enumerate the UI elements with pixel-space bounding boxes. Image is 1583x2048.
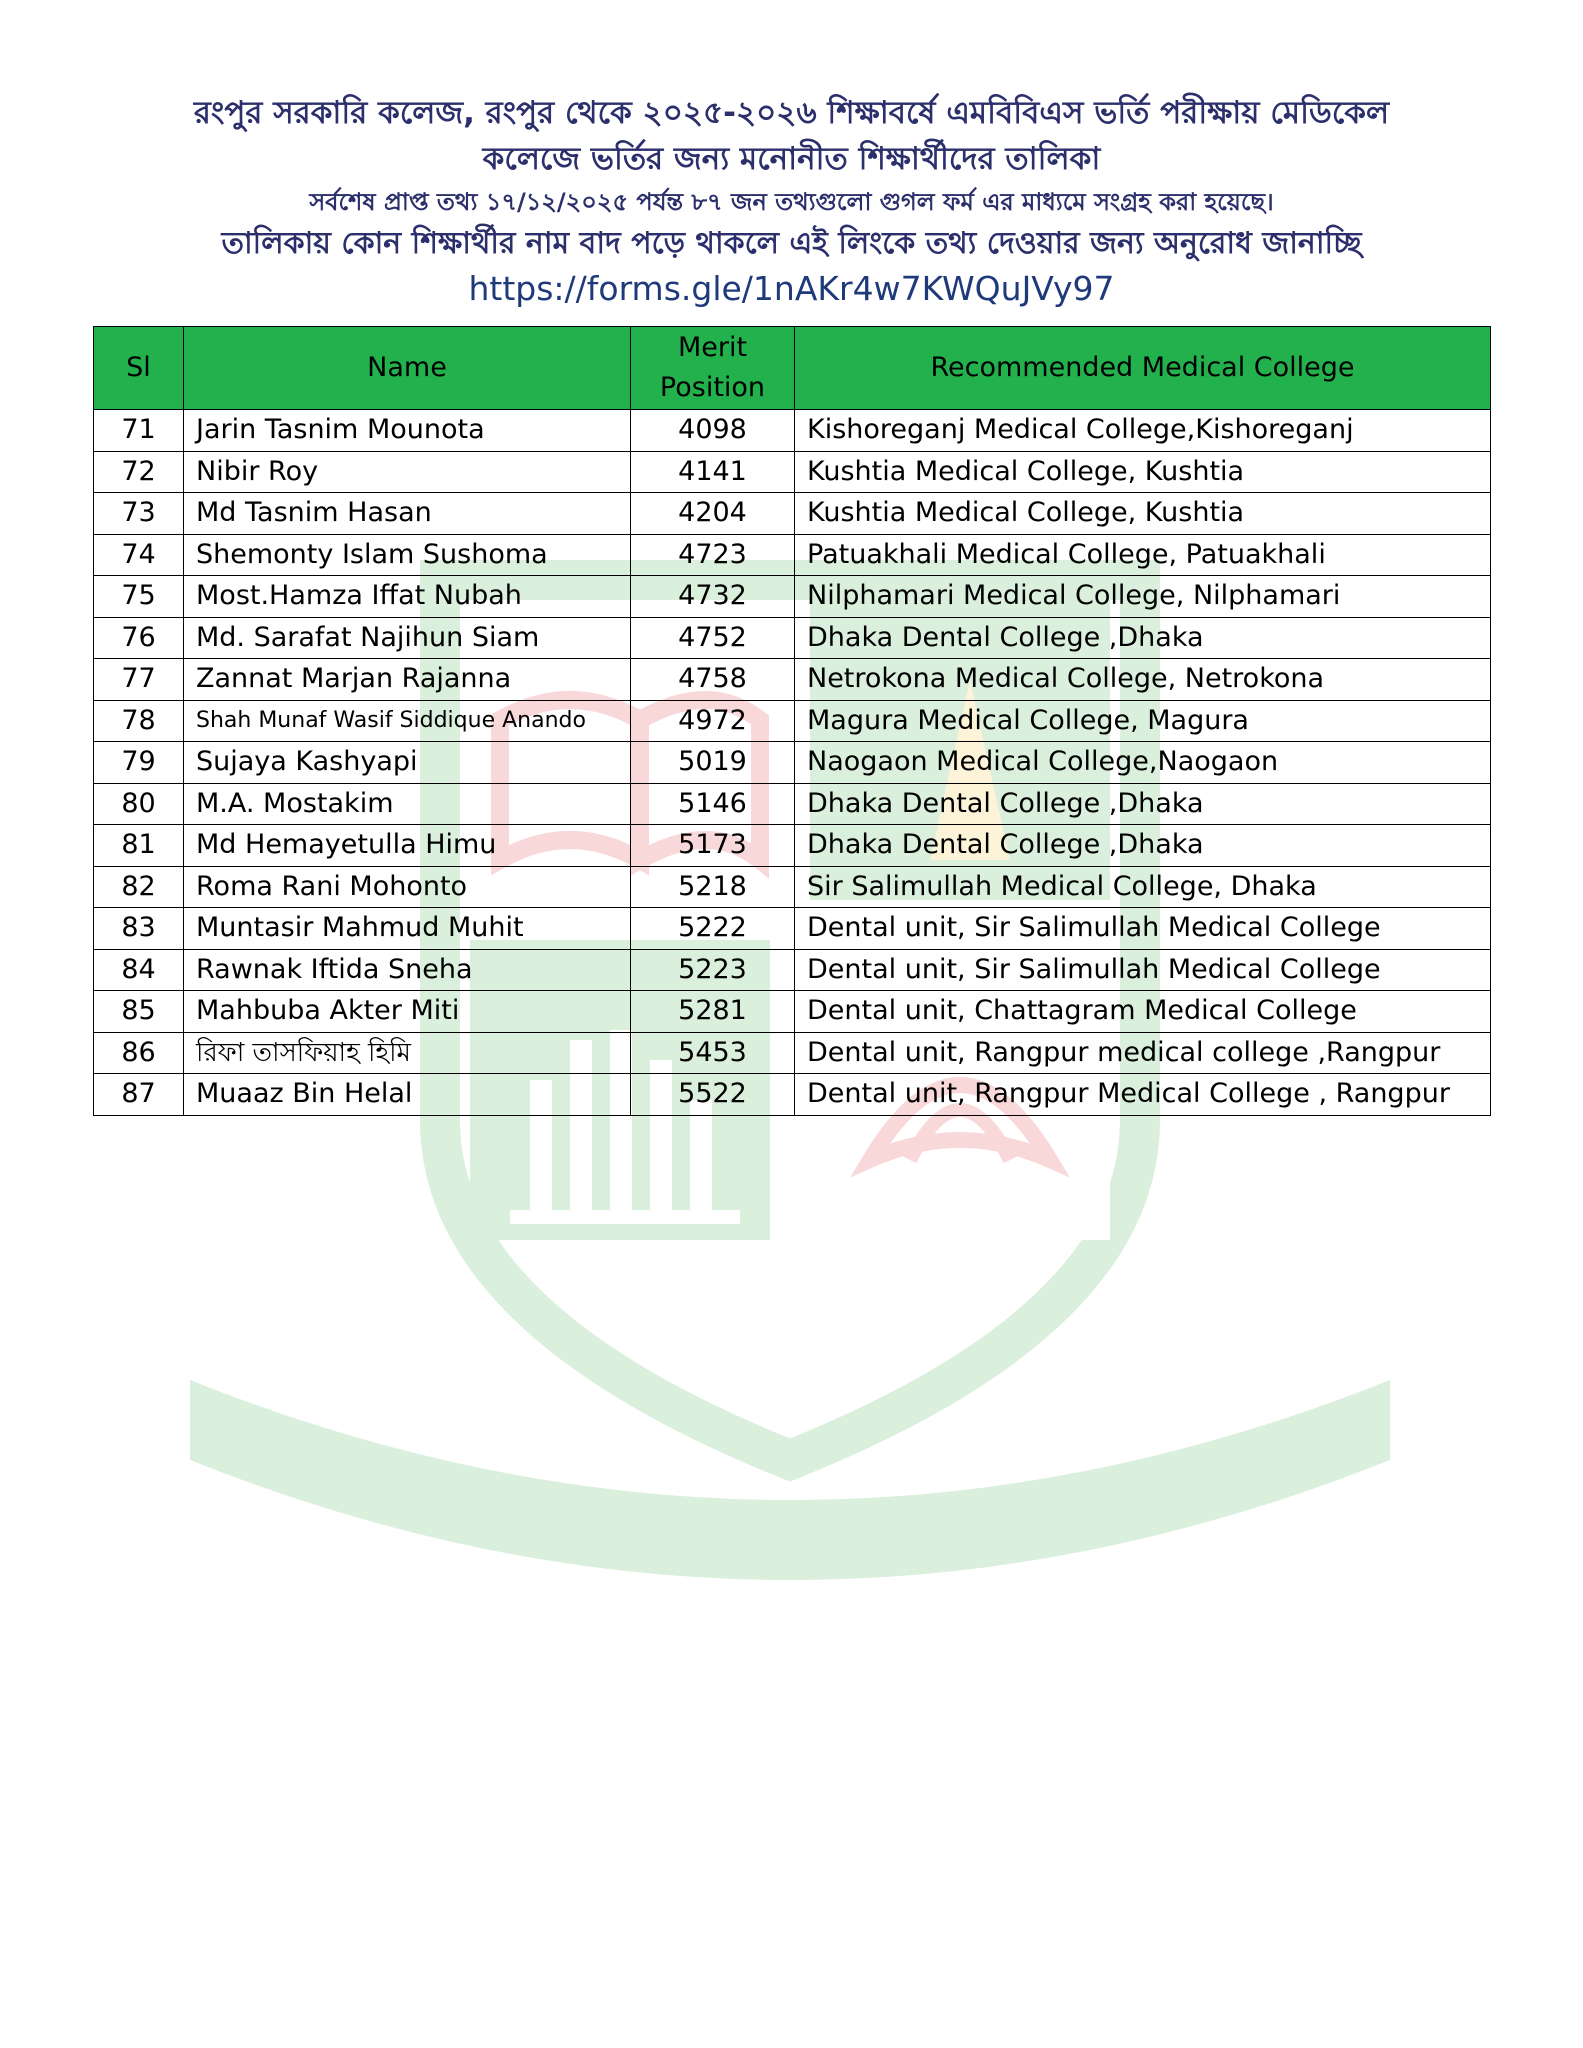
cell-name: Md Tasnim Hasan (184, 493, 631, 535)
table-row (94, 1074, 1491, 1116)
cell-sl: 82 (94, 866, 184, 908)
cell-name: Mahbuba Akter Miti (184, 991, 631, 1033)
cell-sl: 81 (94, 825, 184, 867)
cell-college: Dhaka Dental College ,Dhaka (795, 617, 1491, 659)
cell-college: Netrokona Medical College, Netrokona (795, 659, 1491, 701)
table-row (94, 534, 1491, 576)
cell-sl: 85 (94, 991, 184, 1033)
cell-sl: 77 (94, 659, 184, 701)
cell-merit: 4204 (631, 493, 795, 535)
cell-sl: 73 (94, 493, 184, 535)
cell-sl: 87 (94, 1074, 184, 1116)
cell-name: রিফা তাসফিয়াহ হিমি (184, 1032, 631, 1074)
cell-name: Md Hemayetulla Himu (184, 825, 631, 867)
selected-students-table (93, 326, 1491, 1116)
table-row (94, 908, 1491, 950)
cell-name: Shah Munaf Wasif Siddique Anando (184, 700, 631, 742)
cell-merit: 5019 (631, 742, 795, 784)
cell-merit: 5146 (631, 783, 795, 825)
table-row (94, 1032, 1491, 1074)
cell-merit: 5522 (631, 1074, 795, 1116)
table-row (94, 659, 1491, 701)
column-header-merit (631, 327, 795, 410)
table-row (94, 700, 1491, 742)
table-row (94, 949, 1491, 991)
table-row (94, 783, 1491, 825)
title-line-1: রংপুর সরকারি কলেজ, রংপুর থেকে ২০২৫-২০২৬ শিক্ষাবর্ষে এমবিবিএস ভর্তি পরীক্ষায় মেডিকেল (193, 95, 1390, 131)
table-row (94, 451, 1491, 493)
column-header-merit-line1: Merit (677, 332, 748, 363)
document-header (0, 90, 1583, 312)
cell-college: Sir Salimullah Medical College, Dhaka (795, 866, 1491, 908)
cell-college: Dental unit, Chattagram Medical College (795, 991, 1491, 1033)
cell-sl: 86 (94, 1032, 184, 1074)
cell-merit: 4752 (631, 617, 795, 659)
cell-merit: 4098 (631, 410, 795, 452)
cell-sl: 80 (94, 783, 184, 825)
cell-merit: 5173 (631, 825, 795, 867)
cell-name: Sujaya Kashyapi (184, 742, 631, 784)
cell-merit: 5281 (631, 991, 795, 1033)
cell-name: Rawnak Iftida Sneha (184, 949, 631, 991)
table-row (94, 866, 1491, 908)
column-header-merit-line2: Position (659, 372, 766, 403)
table-row (94, 493, 1491, 535)
cell-college: Naogaon Medical College,Naogaon (795, 742, 1491, 784)
cell-merit: 5222 (631, 908, 795, 950)
cell-college: Dental unit, Sir Salimullah Medical College (795, 949, 1491, 991)
cell-name: Jarin Tasnim Mounota (184, 410, 631, 452)
table-row (94, 617, 1491, 659)
cell-merit: 4141 (631, 451, 795, 493)
table-row (94, 410, 1491, 452)
cell-sl: 76 (94, 617, 184, 659)
cell-college: Kishoreganj Medical College,Kishoreganj (795, 410, 1491, 452)
request-note: তালিকায় কোন শিক্ষার্থীর নাম বাদ পড়ে থাকলে এই লিংকে তথ্য দেওয়ার জন্য অনুরোধ জানাচ্ছি (221, 226, 1362, 261)
table-row (94, 576, 1491, 618)
cell-merit: 4723 (631, 534, 795, 576)
column-header-name: Name (184, 327, 631, 410)
table-row (94, 825, 1491, 867)
cell-name: Muaaz Bin Helal (184, 1074, 631, 1116)
cell-name: Md. Sarafat Najihun Siam (184, 617, 631, 659)
table-row (94, 991, 1491, 1033)
cell-name: Most.Hamza Iffat Nubah (184, 576, 631, 618)
cell-merit: 5223 (631, 949, 795, 991)
update-note: সর্বশেষ প্রাপ্ত তথ্য ১৭/১২/২০২৫ পর্যন্ত ৮৭ জন তথ্যগুলো গুগল ফর্ম এর মাধ্যমে সংগ্রহ করা হয়েছে। (309, 188, 1274, 216)
cell-merit: 4972 (631, 700, 795, 742)
cell-sl: 78 (94, 700, 184, 742)
cell-sl: 71 (94, 410, 184, 452)
cell-college: Dhaka Dental College ,Dhaka (795, 825, 1491, 867)
cell-sl: 74 (94, 534, 184, 576)
cell-college: Dental unit, Rangpur medical college ,Rangpur (795, 1032, 1491, 1074)
cell-college: Dental unit, Rangpur Medical College , Rangpur (795, 1074, 1491, 1116)
cell-name: Muntasir Mahmud Muhit (184, 908, 631, 950)
cell-name: Zannat Marjan Rajanna (184, 659, 631, 701)
table-header-row (94, 327, 1491, 410)
cell-college: Kushtia Medical College, Kushtia (795, 493, 1491, 535)
cell-name: M.A. Mostakim (184, 783, 631, 825)
cell-merit: 4732 (631, 576, 795, 618)
cell-sl: 72 (94, 451, 184, 493)
cell-college: Dental unit, Sir Salimullah Medical College (795, 908, 1491, 950)
title-line-2: কলেজে ভর্তির জন্য মনোনীত শিক্ষার্থীদের তালিকা (482, 141, 1101, 177)
cell-college: Nilphamari Medical College, Nilphamari (795, 576, 1491, 618)
cell-college: Patuakhali Medical College, Patuakhali (795, 534, 1491, 576)
cell-name: Roma Rani Mohonto (184, 866, 631, 908)
column-header-sl: Sl (94, 327, 184, 410)
cell-merit: 5218 (631, 866, 795, 908)
cell-college: Magura Medical College, Magura (795, 700, 1491, 742)
table-row (94, 742, 1491, 784)
cell-sl: 83 (94, 908, 184, 950)
cell-merit: 4758 (631, 659, 795, 701)
column-header-college: Recommended Medical College (795, 327, 1491, 410)
cell-name: Nibir Roy (184, 451, 631, 493)
cell-merit: 5453 (631, 1032, 795, 1074)
cell-college: Dhaka Dental College ,Dhaka (795, 783, 1491, 825)
cell-college: Kushtia Medical College, Kushtia (795, 451, 1491, 493)
cell-sl: 75 (94, 576, 184, 618)
cell-sl: 79 (94, 742, 184, 784)
google-form-link[interactable]: https://forms.gle/1nAKr4w7KWQuJVy97 (468, 269, 1115, 308)
cell-name: Shemonty Islam Sushoma (184, 534, 631, 576)
cell-sl: 84 (94, 949, 184, 991)
